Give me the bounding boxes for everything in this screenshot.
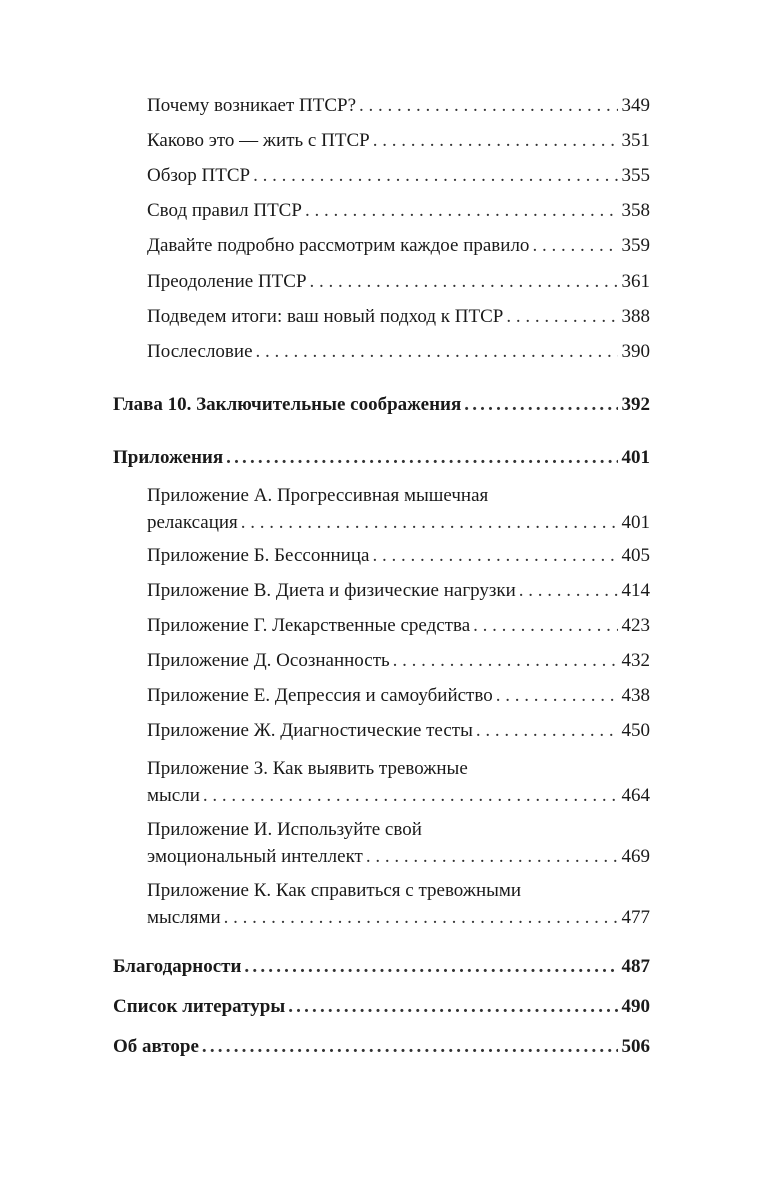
dot-leader — [305, 197, 618, 224]
toc-entry-title: Приложение Е. Депрессия и самоубийство — [147, 685, 493, 706]
dot-leader — [256, 338, 618, 365]
toc-entry-page: 351 — [621, 130, 650, 151]
toc-appendices-page: 401 — [621, 447, 650, 468]
toc-entry-page: 390 — [621, 341, 650, 362]
toc-entry-title-line1: Приложение К. Как справиться с тревожными — [147, 880, 522, 901]
toc-appendices[interactable] — [113, 444, 650, 471]
toc-backmatter-page: 487 — [621, 956, 650, 977]
toc-entry-title: мысли — [147, 785, 200, 806]
dot-leader — [496, 682, 618, 709]
toc-entry-page: 355 — [621, 165, 650, 186]
toc-entry[interactable] — [113, 92, 650, 119]
toc-entry-title: Каково это — жить с ПТСР — [147, 130, 370, 151]
toc-backmatter-title: Об авторе — [113, 1036, 199, 1057]
toc-entry[interactable] — [113, 232, 650, 259]
toc-appendix-k[interactable] — [113, 877, 650, 931]
toc-acknowledgements[interactable] — [113, 953, 650, 980]
toc-appendix-z[interactable] — [113, 755, 650, 809]
dot-leader — [253, 162, 617, 189]
toc-entry-page: 414 — [621, 580, 650, 601]
toc-entry-page: 349 — [621, 95, 650, 116]
toc-appendix-b[interactable] — [113, 542, 650, 569]
dot-leader — [203, 782, 618, 809]
toc-appendices-title: Приложения — [113, 447, 224, 468]
toc-entry[interactable] — [113, 162, 650, 189]
toc-entry[interactable] — [113, 338, 650, 365]
dot-leader — [519, 577, 618, 604]
toc-appendix-v[interactable] — [113, 577, 650, 604]
toc-bibliography[interactable] — [113, 993, 650, 1020]
toc-chapter-10[interactable] — [113, 391, 650, 418]
dot-leader — [359, 92, 617, 119]
dot-leader — [532, 232, 617, 259]
dot-leader — [310, 268, 618, 295]
toc-entry-title-line1: Приложение И. Используйте свой — [147, 819, 422, 840]
toc-entry-page: 432 — [621, 650, 650, 671]
toc-entry-title: Свод правил ПТСР — [147, 200, 302, 221]
toc-entry-title: мыслями — [147, 907, 221, 928]
toc-about-author[interactable] — [113, 1033, 650, 1060]
toc-entry-page: 358 — [621, 200, 650, 221]
dot-leader — [506, 303, 617, 330]
dot-leader — [244, 953, 617, 980]
toc-entry-page: 469 — [621, 846, 650, 867]
dot-leader — [464, 391, 617, 418]
toc-backmatter-title: Благодарности — [113, 956, 242, 977]
toc-appendix-a[interactable] — [113, 482, 650, 536]
toc-entry-page: 361 — [621, 271, 650, 292]
toc-entry-title: Приложение В. Диета и физические нагрузки — [147, 580, 516, 601]
dot-leader — [288, 993, 617, 1020]
toc-entry-page: 450 — [621, 720, 650, 741]
toc-entry-page: 477 — [621, 907, 650, 928]
toc-entry-title: эмоциональный интеллект — [147, 846, 363, 867]
toc-entry-title: Приложение Б. Бессонница — [147, 545, 370, 566]
dot-leader — [226, 444, 617, 471]
toc-appendix-zh[interactable] — [113, 717, 650, 744]
toc-entry-title: Приложение Г. Лекарственные средства — [147, 615, 471, 636]
toc-backmatter-page: 506 — [621, 1036, 650, 1057]
toc-entry-title: Приложение Д. Осознанность — [147, 650, 390, 671]
toc-entry-title: Обзор ПТСР — [147, 165, 251, 186]
dot-leader — [476, 717, 618, 744]
toc-entry[interactable] — [113, 268, 650, 295]
toc-backmatter-page: 490 — [621, 996, 650, 1017]
toc-entry-title: Подведем итоги: ваш новый подход к ПТСР — [147, 306, 504, 327]
toc-entry-page: 388 — [621, 306, 650, 327]
toc-entry-title: Почему возникает ПТСР? — [147, 95, 357, 116]
toc-appendix-g[interactable] — [113, 612, 650, 639]
toc-entry[interactable] — [113, 197, 650, 224]
toc-appendix-d[interactable] — [113, 647, 650, 674]
dot-leader — [224, 904, 618, 931]
dot-leader — [393, 647, 618, 674]
dot-leader — [372, 542, 617, 569]
dot-leader — [373, 127, 618, 154]
toc-entry-title: Преодоление ПТСР — [147, 271, 307, 292]
toc-entry-title-line1: Приложение А. Прогрессивная мышечная — [147, 485, 489, 506]
toc-entry-title: Послесловие — [147, 341, 253, 362]
toc-appendix-i[interactable] — [113, 816, 650, 870]
toc-backmatter-title: Список литературы — [113, 996, 286, 1017]
dot-leader — [366, 843, 618, 870]
toc-entry-title: Приложение Ж. Диагностические тесты — [147, 720, 473, 741]
toc-entry-page: 405 — [621, 545, 650, 566]
toc-entry-title: Давайте подробно рассмотрим каждое правило — [147, 235, 530, 256]
toc-entry-page: 438 — [621, 685, 650, 706]
toc-entry-page: 423 — [621, 615, 650, 636]
dot-leader — [473, 612, 617, 639]
toc-entry-page: 401 — [621, 512, 650, 533]
toc-chapter-page: 392 — [621, 394, 650, 415]
toc-entry[interactable] — [113, 303, 650, 330]
toc-entry-page: 464 — [621, 785, 650, 806]
toc-chapter-title: Глава 10. Заключительные соображения — [113, 394, 462, 415]
dot-leader — [202, 1033, 618, 1060]
toc-appendix-e[interactable] — [113, 682, 650, 709]
toc-entry-title-line1: Приложение З. Как выявить тревожные — [147, 758, 468, 779]
dot-leader — [241, 509, 618, 536]
toc-entry[interactable] — [113, 127, 650, 154]
toc-entry-title: релаксация — [147, 512, 238, 533]
toc-entry-page: 359 — [621, 235, 650, 256]
